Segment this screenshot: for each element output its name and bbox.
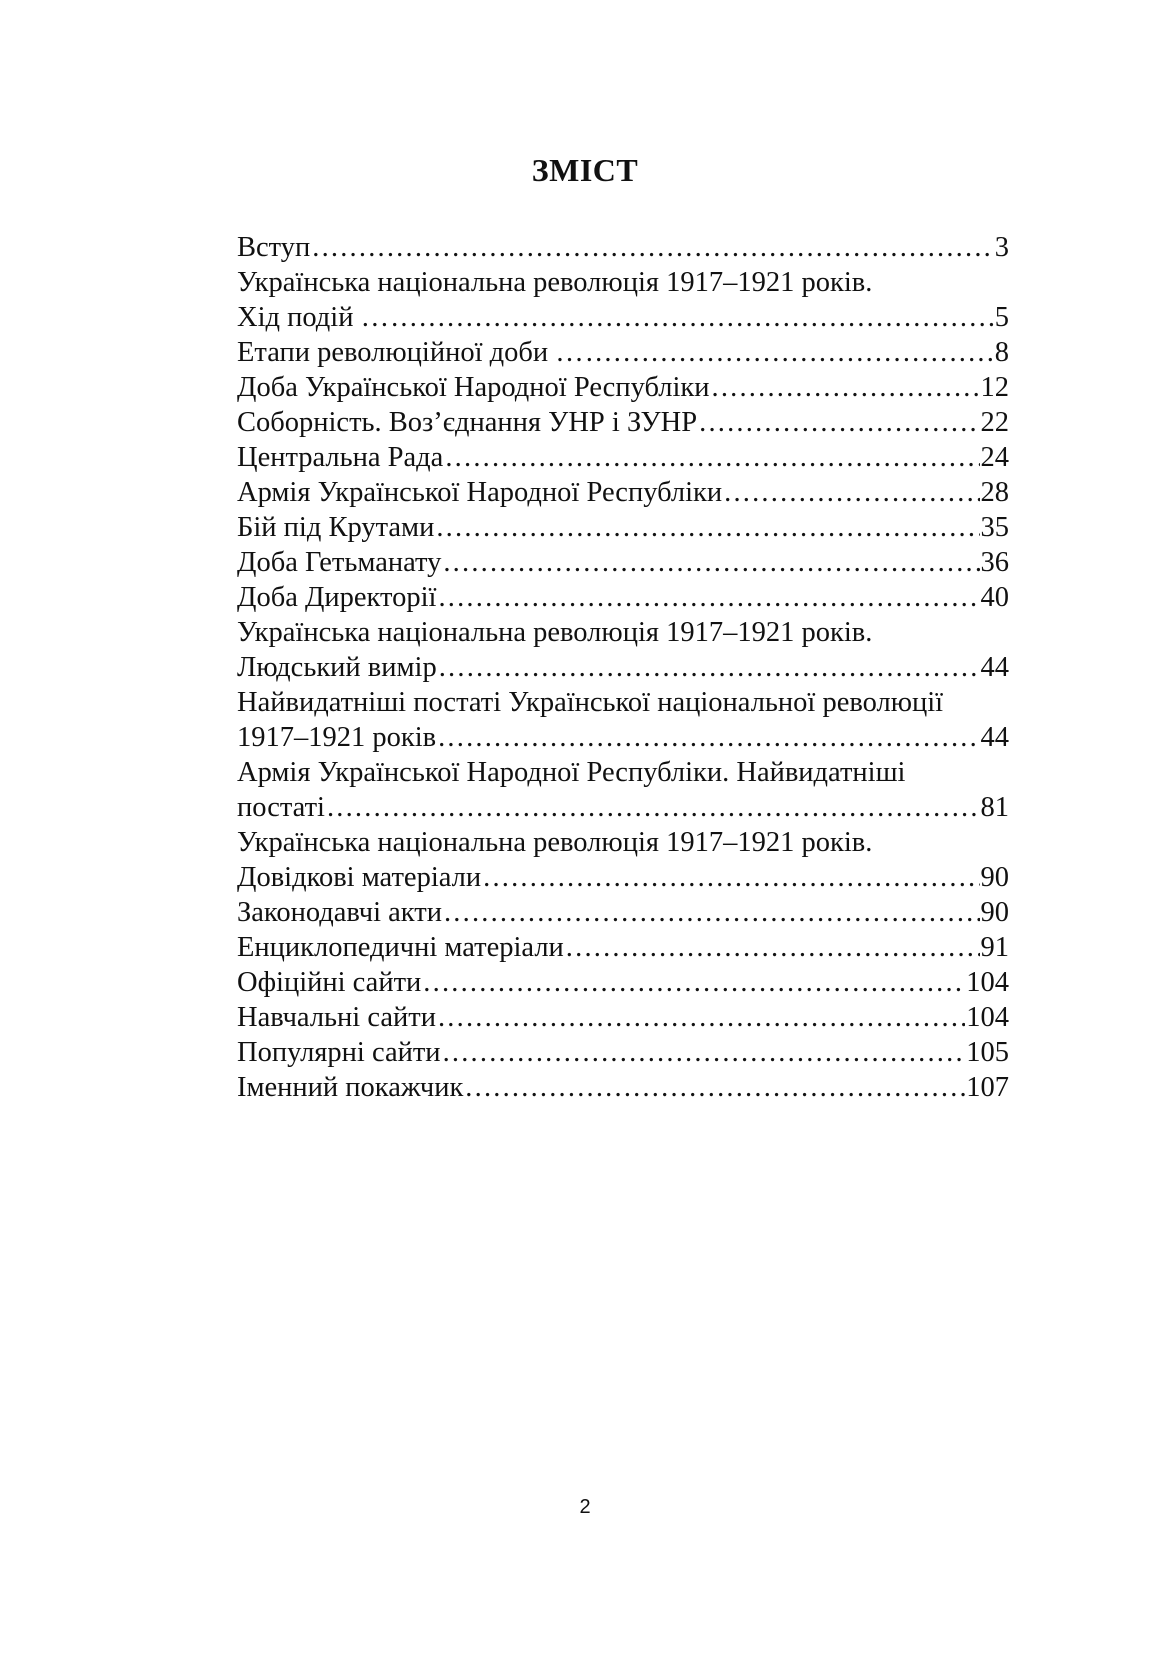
toc-page-number: 81 bbox=[980, 792, 1009, 823]
toc-line bbox=[237, 335, 1009, 370]
toc-entry[interactable] bbox=[237, 755, 1009, 825]
toc-entry-title: Доба Гетьманату bbox=[237, 547, 442, 578]
toc-line bbox=[237, 965, 1009, 1000]
toc-line bbox=[237, 545, 1009, 580]
toc-line bbox=[237, 230, 1009, 265]
toc-entry[interactable] bbox=[237, 825, 1009, 895]
toc-entry-title: Соборність. Воз’єднання УНР і ЗУНР bbox=[237, 407, 698, 438]
toc-leader-dots bbox=[438, 1000, 965, 1035]
page-title: ЗМІСТ bbox=[531, 152, 639, 188]
toc-leader-dots bbox=[438, 720, 979, 755]
toc-entry[interactable] bbox=[237, 230, 1009, 265]
toc-line bbox=[237, 615, 1009, 650]
toc-leader-dots bbox=[444, 895, 980, 930]
toc-line bbox=[237, 1070, 1009, 1105]
toc-entry[interactable] bbox=[237, 1070, 1009, 1105]
toc-line bbox=[237, 790, 1009, 825]
toc-page-number: 90 bbox=[980, 862, 1009, 893]
toc-leader-dots bbox=[327, 790, 980, 825]
toc-leader-dots bbox=[445, 440, 979, 475]
toc-page-number: 44 bbox=[980, 722, 1009, 753]
toc-entry-title: Українська національна революція 1917–1921 років. bbox=[237, 267, 873, 298]
toc-entry-title: Хід подій … bbox=[237, 302, 390, 333]
toc-entry-title: Етапи революційної доби … bbox=[237, 337, 584, 368]
toc-entry-title: Людський вимір bbox=[237, 652, 437, 683]
toc-line bbox=[237, 755, 1009, 790]
toc-page-number: 3 bbox=[994, 232, 1009, 263]
toc-entry-title: Офіційні сайти bbox=[237, 967, 422, 998]
toc-entry[interactable] bbox=[237, 440, 1009, 475]
toc-page-number: 28 bbox=[980, 477, 1009, 508]
toc-line bbox=[237, 265, 1009, 300]
toc-entry-title: Українська національна революція 1917–1921 років. bbox=[237, 827, 873, 858]
toc-leader-dots bbox=[566, 930, 980, 965]
toc-entry-title: Довідкові матеріали bbox=[237, 862, 482, 893]
toc-entry-title: Популярні сайти bbox=[237, 1037, 441, 1068]
toc-page-number: 5 bbox=[994, 302, 1009, 333]
toc-entry[interactable] bbox=[237, 930, 1009, 965]
toc-page-number: 105 bbox=[966, 1037, 1009, 1068]
toc-entry-title: Армія Української Народної Республіки bbox=[237, 477, 723, 508]
toc-leader-dots bbox=[439, 650, 980, 685]
toc-entry-title: Центральна Рада bbox=[237, 442, 444, 473]
toc-page-number: 107 bbox=[966, 1072, 1009, 1103]
toc-line bbox=[237, 685, 1009, 720]
toc-entry-title: Армія Української Народної Республіки. Найвидатніші bbox=[237, 757, 906, 788]
toc-entry-title: Вступ bbox=[237, 232, 311, 263]
toc-page-number: 44 bbox=[980, 652, 1009, 683]
toc-entry-title: Законодавчі акти bbox=[237, 897, 442, 928]
toc-entry[interactable] bbox=[237, 545, 1009, 580]
page-number: 2 bbox=[579, 1496, 591, 1518]
toc-entry-title: 1917–1921 років bbox=[237, 722, 437, 753]
toc-leader-dots bbox=[712, 370, 980, 405]
toc-leader-dots bbox=[423, 965, 965, 1000]
toc-entry[interactable] bbox=[237, 965, 1009, 1000]
toc-page-number: 104 bbox=[966, 1002, 1009, 1033]
toc-entry[interactable] bbox=[237, 685, 1009, 755]
toc-page-number: 90 bbox=[980, 897, 1009, 928]
toc-leader-dots bbox=[586, 335, 994, 370]
toc-entry[interactable] bbox=[237, 405, 1009, 440]
toc-page-number: 22 bbox=[980, 407, 1009, 438]
toc-line bbox=[237, 860, 1009, 895]
toc-page-number: 40 bbox=[980, 582, 1009, 613]
toc-leader-dots bbox=[436, 510, 979, 545]
toc-entry-title: Доба Української Народної Республіки bbox=[237, 372, 710, 403]
toc-leader-dots bbox=[312, 230, 994, 265]
toc-line bbox=[237, 475, 1009, 510]
toc-line bbox=[237, 370, 1009, 405]
toc-line bbox=[237, 510, 1009, 545]
toc-entry-title: постаті bbox=[237, 792, 325, 823]
toc-leader-dots bbox=[443, 1035, 966, 1070]
toc-leader-dots bbox=[465, 1070, 965, 1105]
toc-page-number: 91 bbox=[980, 932, 1009, 963]
toc-entry[interactable] bbox=[237, 580, 1009, 615]
toc-page-number: 8 bbox=[994, 337, 1009, 368]
toc-line bbox=[237, 930, 1009, 965]
toc-entry-title: Українська національна революція 1917–1921 років. bbox=[237, 617, 873, 648]
toc-line bbox=[237, 405, 1009, 440]
toc-leader-dots bbox=[443, 545, 979, 580]
toc-leader-dots bbox=[699, 405, 979, 440]
toc-entry-title: Найвидатніші постаті Української національної революції bbox=[237, 687, 944, 718]
toc-leader-dots bbox=[724, 475, 979, 510]
toc-entry[interactable] bbox=[237, 370, 1009, 405]
toc-line bbox=[237, 300, 1009, 335]
toc-leader-dots bbox=[438, 580, 979, 615]
toc-entry-title: Навчальні сайти bbox=[237, 1002, 436, 1033]
toc-line bbox=[237, 825, 1009, 860]
toc-entry[interactable] bbox=[237, 1035, 1009, 1070]
toc-entry-title: Іменний покажчик bbox=[237, 1072, 464, 1103]
toc-line bbox=[237, 895, 1009, 930]
toc-entry[interactable] bbox=[237, 335, 1009, 370]
toc-entry[interactable] bbox=[237, 895, 1009, 930]
toc-entry[interactable] bbox=[237, 615, 1009, 685]
toc-page-number: 12 bbox=[980, 372, 1009, 403]
toc-entry-title: Доба Директорії bbox=[237, 582, 437, 613]
table-of-contents bbox=[237, 230, 1009, 1105]
toc-line bbox=[237, 1000, 1009, 1035]
toc-page-number: 104 bbox=[966, 967, 1009, 998]
toc-page-number: 35 bbox=[980, 512, 1009, 543]
toc-entry-title: Бій під Крутами bbox=[237, 512, 435, 543]
toc-entry[interactable] bbox=[237, 265, 1009, 335]
toc-page-number: 24 bbox=[980, 442, 1009, 473]
toc-entry-title: Енциклопедичні матеріали bbox=[237, 932, 564, 963]
toc-entry[interactable] bbox=[237, 1000, 1009, 1035]
toc-entry[interactable] bbox=[237, 475, 1009, 510]
toc-line bbox=[237, 1035, 1009, 1070]
toc-entry[interactable] bbox=[237, 510, 1009, 545]
toc-line bbox=[237, 440, 1009, 475]
toc-page-number: 36 bbox=[980, 547, 1009, 578]
toc-line bbox=[237, 650, 1009, 685]
toc-line bbox=[237, 580, 1009, 615]
toc-line bbox=[237, 720, 1009, 755]
toc-leader-dots bbox=[483, 860, 979, 895]
toc-leader-dots bbox=[391, 300, 994, 335]
